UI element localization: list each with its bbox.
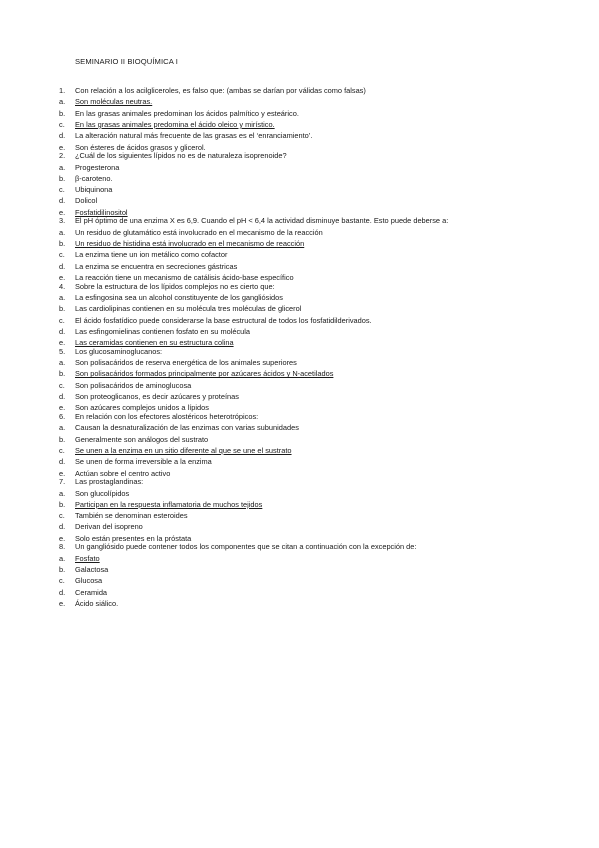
option-text-answer: En las grasas animales predomina el ácido oleico y mirístico. <box>75 119 275 129</box>
option-letter: d. <box>59 131 66 141</box>
question-text: Las prostaglandinas: <box>75 477 144 487</box>
option-text: Las esfingomielinas contienen fosfato en su molécula <box>75 326 251 336</box>
option-text: Causan la desnaturalización de las enzimas con varias subunidades <box>75 423 299 433</box>
option-letter: e. <box>59 207 66 217</box>
question-number: 4. <box>59 281 66 291</box>
option-letter: a. <box>59 488 66 498</box>
option-letter: e. <box>59 142 66 152</box>
option-letter: b. <box>59 173 66 183</box>
option-letter: e. <box>59 533 66 543</box>
option-text: El ácido fosfatídico puede considerarse la base estructural de todos los fosfatidilderivados. <box>75 315 372 325</box>
option-letter: b. <box>59 434 66 444</box>
option-text: Son polisacáridos de aminoglucosa <box>75 380 192 390</box>
question-number: 3. <box>59 216 66 226</box>
option-text: Ceramida <box>75 587 108 597</box>
question-text: Los glucosaminoglucanos: <box>75 346 163 356</box>
question-text: ¿Cuál de los siguientes lípidos no es de naturaleza isoprenoide? <box>75 151 287 161</box>
question-text: En relación con los efectores alostéricos heterotrópicos: <box>75 412 259 421</box>
option-letter: c. <box>59 185 65 195</box>
option-text-answer: Son polisacáridos formados principalmente por azúcares ácidos y N-acetilados <box>75 369 334 379</box>
option-text: La enzima se encuentra en secreciones gástricas <box>75 261 238 271</box>
option-text-answer: Un residuo de histidina está involucrado en el mecanismo de reacción <box>75 239 305 248</box>
option-text: Glucosa <box>75 576 103 586</box>
question-number: 5. <box>59 346 66 356</box>
option-text-answer: Fosfatidilinositol <box>75 207 128 217</box>
question-number: 7. <box>59 477 66 487</box>
option-text: Un residuo de glutamático está involucrado en el mecanismo de la reacción <box>75 227 323 237</box>
question-number: 8. <box>59 542 66 552</box>
option-text: Galactosa <box>75 565 109 574</box>
option-text: Actúan sobre el centro activo <box>75 468 171 478</box>
option-letter: c. <box>59 315 65 325</box>
option-letter: b. <box>59 499 66 509</box>
option-text: Son azúcares complejos unidos a lípidos <box>75 403 209 413</box>
option-letter: b. <box>59 369 66 379</box>
option-letter: e. <box>59 598 66 608</box>
option-text: En las grasas animales predominan los ácidos palmítico y esteárico. <box>75 108 299 118</box>
option-text: Progesterona <box>75 162 120 172</box>
option-text: La enzima tiene un ion metálico como cofactor <box>75 250 228 260</box>
option-letter: c. <box>59 576 65 586</box>
option-letter: a. <box>59 358 66 368</box>
option-text: La esfingosina sea un alcohol constituyente de los gangliósidos <box>75 292 283 302</box>
option-letter: e. <box>59 338 66 348</box>
option-text: La alteración natural más frecuente de las grasas es el ‘enranciamiento’. <box>75 131 313 141</box>
option-text: La reacción tiene un mecanismo de catálisis ácido-base específico <box>75 272 294 282</box>
option-text: β-caroteno. <box>75 173 113 183</box>
option-letter: c. <box>59 380 65 390</box>
question-text: Con relación a los acilgliceroles, es falso que: (ambas se darían por válidas como falsas) <box>75 86 366 95</box>
option-letter: b. <box>59 304 66 314</box>
option-letter: b. <box>59 239 66 248</box>
option-letter: d. <box>59 261 66 271</box>
option-letter: c. <box>59 511 65 521</box>
option-letter: a. <box>59 97 66 107</box>
option-text: Ubiquinona <box>75 185 113 195</box>
option-letter: d. <box>59 326 66 336</box>
option-text: Son glucolípidos <box>75 488 130 498</box>
option-letter: a. <box>59 162 66 172</box>
question-number: 2. <box>59 151 66 161</box>
option-text-answer: Participan en la respuesta inflamatoria de muchos tejidos <box>75 499 263 509</box>
option-text: Ácido siálico. <box>75 598 119 608</box>
option-text: Son proteoglicanos, es decir azúcares y proteínas <box>75 392 239 401</box>
option-letter: d. <box>59 522 66 532</box>
option-letter: a. <box>59 227 66 237</box>
option-letter: a. <box>59 292 66 302</box>
document-title: SEMINARIO II BIOQUÍMICA I <box>75 57 178 66</box>
question-text: El pH óptimo de una enzima X es 6,9. Cuando el pH < 6,4 la actividad disminuye bastante. Esto puede deberse a: <box>75 216 449 226</box>
option-text-answer: Fosfato <box>75 553 100 563</box>
option-text: Son polisacáridos de reserva energética de los animales superiores <box>75 358 297 368</box>
option-letter: c. <box>59 250 65 260</box>
question-text: Un gangliósido puede contener todos los componentes que se citan a continuación con la excepción de: <box>75 542 417 552</box>
option-letter: b. <box>59 108 66 118</box>
question-number: 6. <box>59 412 66 421</box>
option-text-answer: Se unen a la enzima en un sitio diferente al que se une el sustrato <box>75 445 292 455</box>
option-letter: e. <box>59 272 66 282</box>
option-letter: c. <box>59 445 65 455</box>
option-text: También se denominan esteroides <box>75 511 188 521</box>
option-letter: e. <box>59 468 66 478</box>
option-text-answer: Son moléculas neutras. <box>75 97 153 107</box>
option-text: Las cardiolipinas contienen en su molécula tres moléculas de glicerol <box>75 304 302 314</box>
option-text-answer: Las ceramidas contienen en su estructura colina <box>75 338 234 348</box>
option-text: Derivan del isopreno <box>75 522 143 532</box>
option-letter: c. <box>59 119 65 129</box>
option-letter: d. <box>59 196 66 206</box>
option-letter: a. <box>59 423 66 433</box>
option-letter: e. <box>59 403 66 413</box>
option-text: Dolicol <box>75 196 98 206</box>
option-letter: d. <box>59 587 66 597</box>
option-text: Solo están presentes en la próstata <box>75 533 192 543</box>
question-text: Sobre la estructura de los lípidos complejos no es cierto que: <box>75 281 275 291</box>
option-text: Son ésteres de ácidos grasos y glicerol. <box>75 142 206 152</box>
option-letter: d. <box>59 392 66 401</box>
option-text: Generalmente son análogos del sustrato <box>75 434 209 444</box>
option-text: Se unen de forma irreversible a la enzima <box>75 457 212 467</box>
option-letter: b. <box>59 565 66 574</box>
option-letter: d. <box>59 457 66 467</box>
option-letter: a. <box>59 553 66 563</box>
question-number: 1. <box>59 86 66 95</box>
